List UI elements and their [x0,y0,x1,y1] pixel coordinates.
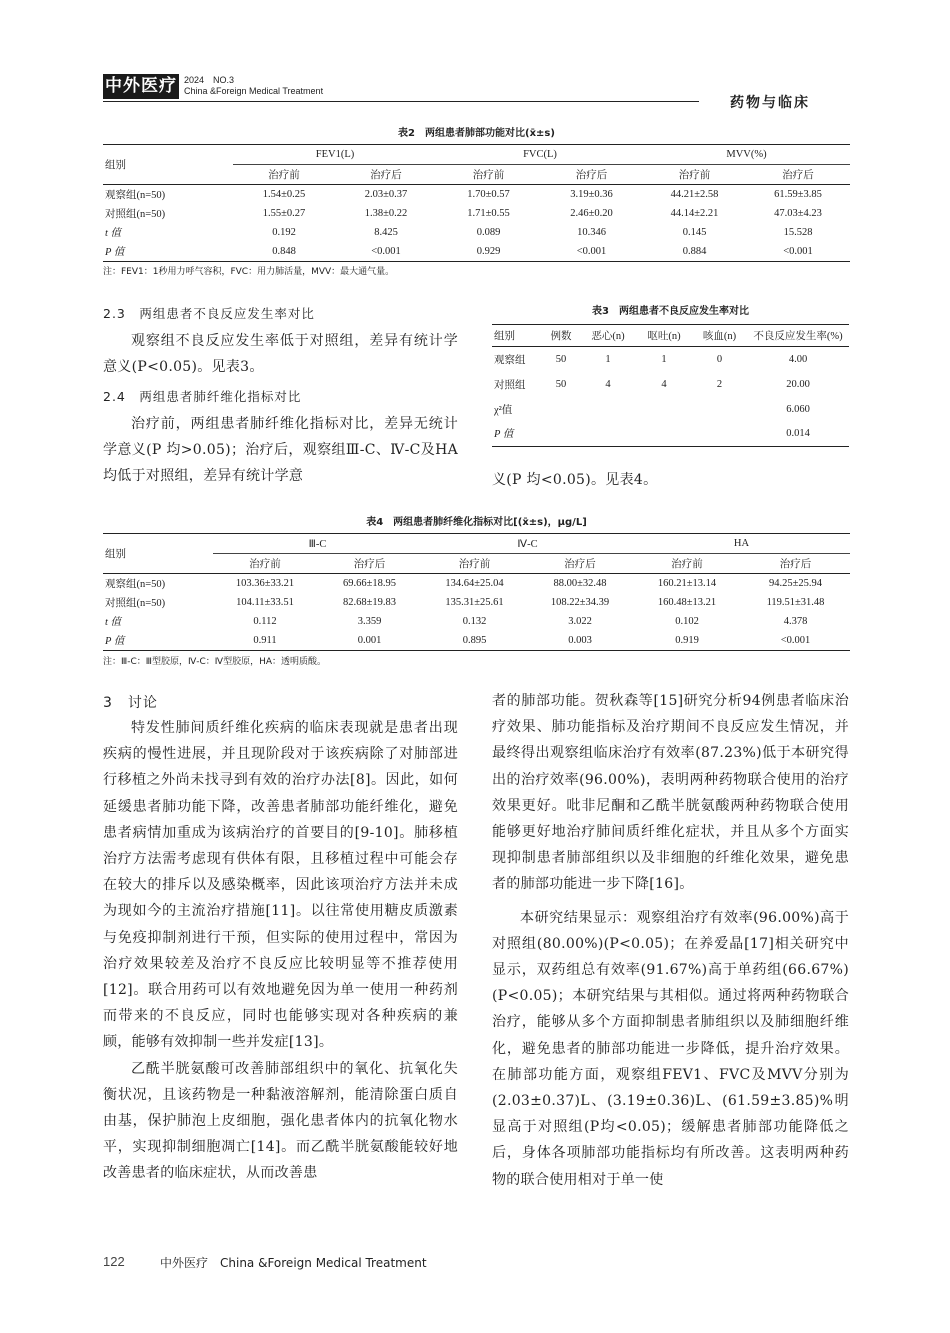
table4-subhead: 治疗前 [458,559,491,570]
table-cell: 2 [716,378,723,390]
table3-header: 组别 [494,331,515,342]
table-cell: <0.001 [783,246,813,257]
table-row [492,397,849,422]
footer-journal: 中外医疗 China &Foreign Medical Treatment [160,1256,427,1270]
table-row [103,242,850,262]
table4-subhead: 治疗后 [564,559,596,570]
table2-fvc-header: FVC(L) [437,145,643,165]
paragraph: 乙酰半胱氨酸可改善肺部组织中的氧化、抗氧化失衡状况，且该药物是一种黏液溶解剂，能清除蛋白质自由基，保护肺泡上皮细胞，强化患者体内的抗氧化物水平，实现抑制细胞凋亡[14]。而乙酰半胱氨酸能较好地改善患者的临床症状，从而改善患 [103,1060,458,1182]
table-cell: 134.64±25.04 [445,578,504,589]
paragraph: 者的肺部功能。贺秋森等[15]研究分析94例患者临床治疗效果、肺功能指标及治疗期间不良反应发生情况，并最终得出观察组临床治疗有效率(87.23%)低于本研究得出的治疗效率(96.00%)，表明两种药物联合使用的治疗效果更好。吡非尼酮和乙酰半胱氨酸两种药物联合使用能够更好地治疗肺间质纤维化症状，并且从多个方面实现抑制患者肺部组织以及非细胞的纤维化效果，避免患者的肺部功能进一步下降[16]。 [492,693,849,893]
table2-subhead: 治疗前 [268,170,300,181]
header-rule [103,101,699,102]
table2-group-header: 组别 [103,145,233,185]
table-cell: 69.66±18.95 [342,578,396,589]
table-cell: 0.884 [682,246,707,257]
table-cell: 4 [661,378,667,390]
table-cell: 0.848 [272,246,296,257]
paragraph: 观察组不良反应发生率低于对照组，差异有统计学意义(P<0.05)。见表3。 [103,333,458,376]
section-2-3-heading: 2.3 两组患者不良反应发生率对比 [103,306,315,321]
table-cell: 104.11±33.51 [236,597,294,608]
table-cell: 2.03±0.37 [364,189,408,200]
table-cell: 观察组 [494,354,526,366]
table-cell: 0.929 [476,246,501,257]
table-cell: 0.089 [476,227,501,238]
table-cell: 0.014 [786,428,810,440]
table2-subhead: 治疗后 [575,170,608,181]
table-cell: 0 [716,353,723,365]
table4-subhead: 治疗后 [779,559,812,570]
table2-subhead: 治疗后 [370,170,402,181]
table4 [103,533,850,651]
table-row [103,612,850,631]
table-cell: 6.060 [786,403,810,415]
table-cell: 4.378 [783,616,808,627]
table-cell: 103.36±33.21 [235,578,295,589]
journal-english-name: China &Foreign Medical Treatment [184,86,324,96]
table2-subhead: 治疗前 [678,170,711,181]
table-row [492,347,849,372]
table-cell: 对照组 [494,379,526,391]
table-cell: 3.359 [357,616,382,627]
table4-subhead: 治疗后 [353,559,386,570]
table4-ha-header: HA [633,534,850,554]
table3-header: 例数 [550,331,572,342]
table-cell: 1.71±0.55 [467,208,510,219]
table-cell: P 值 [494,429,514,441]
journal-logo: 中外医疗 [103,74,179,99]
table-cell: 观察组(n=50) [105,190,166,201]
table3-caption: 表3 两组患者不良反应发生率对比 [592,306,749,317]
table-cell: 1.38±0.22 [364,208,408,219]
table-cell [692,397,747,422]
table-cell: 对照组(n=50) [105,209,166,220]
discussion-heading: 3 讨论 [103,695,158,711]
table-cell: 160.21±13.14 [657,578,717,589]
table-cell: 47.03±4.23 [774,208,822,219]
table-cell [580,397,636,422]
discussion-left-column [103,715,458,1187]
table-cell: 3.022 [568,616,592,627]
table-row [103,185,850,205]
table-cell: 1 [605,353,611,365]
table2-subhead: 治疗后 [782,170,814,181]
discussion-right-column [492,688,849,1193]
table2-mvv-header: MVV(%) [643,145,850,165]
table3 [492,324,849,447]
table-cell: 44.14±2.21 [670,208,719,219]
table-row [103,223,850,242]
table-cell: 1.54±0.25 [262,189,306,200]
section-2-4-continued [492,467,849,493]
table-cell: 观察组(n=50) [105,579,166,590]
table-cell: P 值 [105,636,125,647]
table-cell: 135.31±25.61 [445,597,504,608]
table-cell: 8.425 [374,227,398,238]
page-number: 122 [103,1254,125,1269]
section-2-3-body [103,328,458,380]
table-cell: 0.192 [272,227,296,238]
table-cell: 0.112 [253,616,277,627]
table-cell: 82.68±19.83 [342,597,396,608]
table-cell: 50 [555,353,567,365]
paragraph: 本研究结果显示：观察组治疗有效率(96.00%)高于对照组(80.00%)(P<0.05)；在养爱晶[17]相关研究中显示，双药组总有效率(91.67%)高于单药组(66.67%)(P<0.05)；本研究结果与其相似。通过将两种药物联合治疗，能够从多个方面抑制患者肺组织以及肺细胞纤维化，避免患者的肺部功能进一步降低，提升治疗效果。在肺部功能方面，观察组FEV1、FVC及MVV分别为(2.03±0.37)L、(3.19±0.36)L、(61.59±3.85)%明显高于对照组(P均<0.05)；缓解患者肺部功能降低之后，身体各项肺部功能指标均有所改善。这表明两种药物的联合使用相对于单一使 [492,909,849,1188]
table-cell: 4 [605,378,611,390]
table4-col4-header: Ⅳ-C [422,534,633,554]
table-cell: 0.145 [682,227,707,238]
table-cell: t 值 [105,617,122,628]
table-row [103,574,850,594]
table-cell: 1.70±0.57 [467,189,510,200]
table-cell: 88.00±32.48 [553,578,607,589]
table-cell [692,422,747,447]
paragraph: 义(P 均<0.05)。见表4。 [492,472,658,488]
table2 [103,144,850,262]
table-cell: 0.003 [568,635,592,646]
table-cell: <0.001 [780,635,811,646]
section-title: 药物与临床 [730,95,810,111]
table-cell: <0.001 [576,246,607,257]
table-cell: 94.25±25.94 [768,578,822,589]
table-row [492,422,849,447]
table-cell: 0.102 [675,616,699,627]
table-cell: 15.528 [783,227,813,238]
table4-subhead: 治疗前 [671,559,703,570]
table-cell: 160.48±13.21 [657,597,717,608]
table3-header: 恶心(n) [591,331,625,342]
table-cell: 10.346 [577,227,606,238]
table-row [103,593,850,612]
table4-subhead: 治疗前 [249,559,281,570]
paragraph: 治疗前，两组患者肺纤维化指标对比，差异无统计学意义(P 均>0.05)；治疗后，观察组Ⅲ-C、Ⅳ-C及HA均低于对照组，差异有统计学意 [103,416,458,485]
table-cell: 对照组(n=50) [105,598,166,609]
table-cell [580,422,636,447]
table-cell: 0.911 [253,635,277,646]
table-row [492,372,849,397]
table-cell [542,397,580,422]
table-cell: 119.51±31.48 [766,597,825,608]
table-cell: 0.919 [675,635,699,646]
table-cell: 50 [555,378,567,390]
issue-number: 2024 NO.3 [184,75,235,85]
table2-note: 注：FEV1：1秒用力呼气容积，FVC：用力肺活量，MVV：最大通气量。 [103,267,395,277]
section-2-4-body [103,411,458,490]
table-cell: 4.00 [788,353,808,365]
table-cell: χ²值 [494,404,513,416]
table-cell [636,397,692,422]
table-row [103,204,850,223]
table2-subhead: 治疗前 [472,170,505,181]
table4-group-header: 组别 [103,534,213,574]
table3-header: 咳血(n) [702,331,737,342]
table-cell: 44.21±2.58 [670,189,719,200]
table-cell: 20.00 [786,378,810,390]
table3-header: 呕吐(n) [647,331,681,342]
paragraph: 特发性肺间质纤维化疾病的临床表现就是患者出现疾病的慢性进展，并且现阶段对于该疾病除了对肺部进行移植之外尚未找寻到有效的治疗办法[8]。因此，如何延缓患者肺功能下降，改善患者肺部功能纤维化，避免患者病情加重成为该病治疗的首要目的[9-10]。肺移植治疗方法需考虑现有供体有限，且移植过程中可能会存在较大的排斥以及感染概率，因此该项治疗方法并未成为现如今的主流治疗措施[11]。以往常使用糖皮质激素与免疫抑制剂进行干预，但实际的使用过程中，常因为治疗效果较差及治疗不良反应比较明显等不推荐使用[12]。联合用药可以有效地避免因为单一使用一种药剂而带来的不良反应，同时也能够实现对各种疾病的兼顾，能够有效抑制一些并发症[13]。 [103,720,458,1051]
table-cell [542,422,580,447]
table-cell: 61.59±3.85 [774,189,822,200]
table-cell: 1.55±0.27 [262,208,306,219]
table-cell: 3.19±0.36 [570,189,613,200]
table3-header: 不良反应发生率(%) [753,331,843,342]
table-cell: 108.22±34.39 [550,597,610,608]
table-cell: <0.001 [371,246,401,257]
table-cell [636,422,692,447]
section-2-4-heading: 2.4 两组患者肺纤维化指标对比 [103,389,302,404]
table2-caption: 表2 两组患者肺部功能对比(x̄±s) [398,128,555,139]
table-cell: 1 [661,353,667,365]
table-cell: 0.001 [357,635,382,646]
table-row [103,631,850,651]
table-cell: 2.46±0.20 [570,208,613,219]
table-cell: t 值 [105,228,122,239]
table-cell: 0.132 [462,616,487,627]
table-cell: P 值 [105,247,125,258]
table4-caption: 表4 两组患者肺纤维化指标对比[(x̄±s)，μg/L] [366,517,587,528]
table4-note: 注：Ⅲ-C：Ⅲ型胶原，Ⅳ-C：Ⅳ型胶原，HA：透明质酸。 [103,657,327,667]
table-cell: 0.895 [462,635,487,646]
table2-fev1-header: FEV1(L) [233,145,437,165]
table4-col3-header: Ⅲ-C [213,534,422,554]
